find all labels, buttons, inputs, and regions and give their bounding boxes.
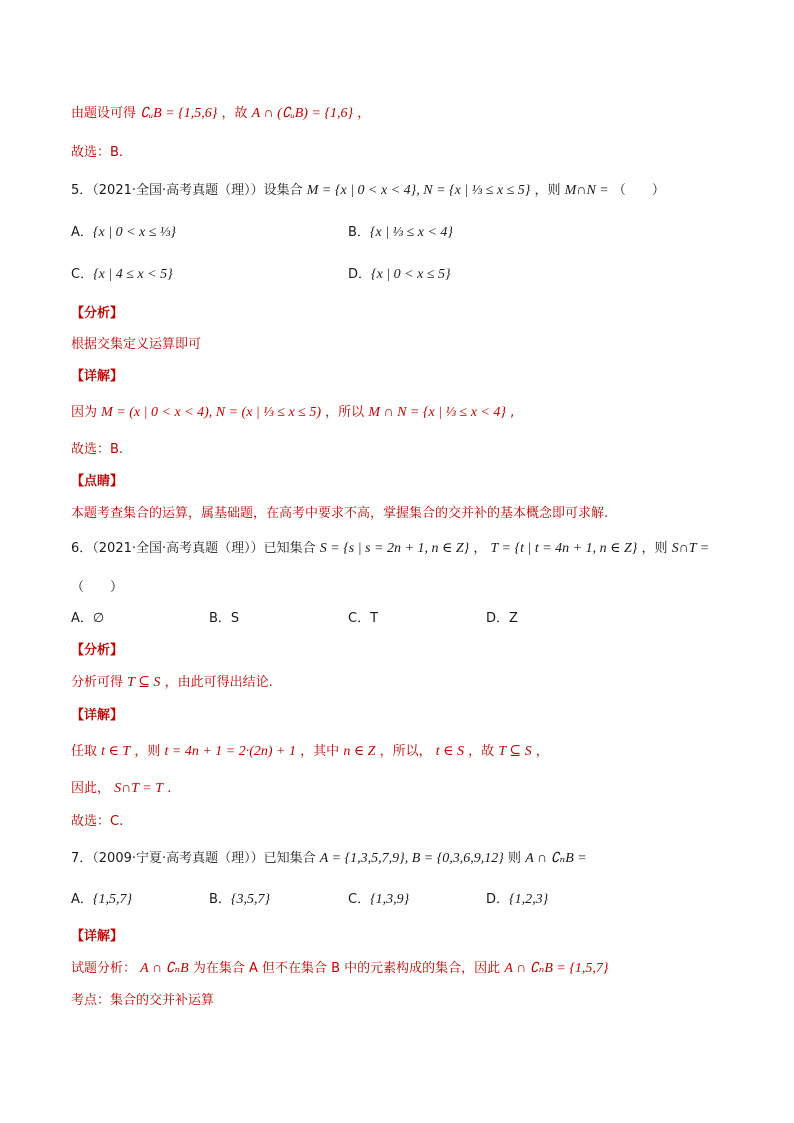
math-expr: M∩N = bbox=[564, 183, 609, 198]
math-expr: A ∩ (∁ᵤB) = {1,6} bbox=[251, 106, 354, 121]
detail-line bbox=[71, 779, 171, 799]
analysis-line bbox=[71, 673, 273, 693]
comment-tag: 【点睛】 bbox=[71, 474, 124, 489]
text: ，故 bbox=[468, 744, 495, 759]
math-expr: t = 4n + 1 = 2·(2n) + 1 bbox=[164, 744, 297, 759]
question-7 bbox=[71, 849, 587, 869]
math-expr: {x | 0 < x ≤ ⅓} bbox=[92, 225, 177, 240]
text: 因此， bbox=[71, 781, 111, 796]
text: 因为 bbox=[71, 405, 98, 420]
text: 则 bbox=[508, 851, 522, 866]
text: 试题分析： bbox=[71, 961, 137, 976]
text: , bbox=[510, 405, 515, 420]
option-label: D． bbox=[348, 267, 372, 282]
text: （ ） bbox=[612, 183, 665, 198]
math-expr: T ⊆ S bbox=[498, 744, 532, 759]
option-a bbox=[71, 890, 132, 910]
math-expr: A ∩ ∁ₙB = bbox=[525, 851, 587, 866]
math-expr: t ∈ S bbox=[435, 744, 465, 759]
text: ，故 bbox=[221, 106, 248, 121]
math-expr: M ∩ N = {x | ⅓ ≤ x < 4} bbox=[368, 405, 506, 420]
text: ，则 bbox=[534, 183, 561, 198]
text: ，所以 bbox=[325, 405, 365, 420]
math-expr: S∩T = bbox=[671, 541, 710, 556]
option-label: C． bbox=[71, 267, 94, 282]
math-expr: n ∈ Z bbox=[343, 744, 376, 759]
text: 分析可得 bbox=[71, 675, 124, 690]
option-d: D．Z bbox=[486, 611, 518, 626]
option-label: D． bbox=[486, 892, 510, 907]
text: 任取 bbox=[71, 744, 98, 759]
answer-line: 故选：B. bbox=[71, 442, 124, 457]
answer-line: 故选：B. bbox=[71, 145, 124, 160]
detail-line bbox=[71, 403, 514, 423]
text: 7．（2009·宁夏·高考真题（理））已知集合 bbox=[71, 851, 316, 866]
math-expr: {1,5,7} bbox=[92, 892, 133, 907]
math-expr: {x | 4 ≤ x < 5} bbox=[93, 267, 173, 282]
option-d bbox=[348, 265, 451, 285]
math-expr: S = {s | s = 2n + 1, n ∈ Z} bbox=[319, 541, 470, 556]
text: ，则 bbox=[134, 744, 161, 759]
math-expr: ∁ᵤB = {1,5,6} bbox=[140, 106, 218, 121]
option-label: B． bbox=[348, 225, 370, 240]
option-b bbox=[209, 890, 270, 910]
text: 由题设可得 bbox=[71, 106, 137, 121]
option-b bbox=[348, 223, 453, 243]
question-5 bbox=[71, 181, 665, 201]
text: ， bbox=[357, 106, 371, 121]
analysis-text: 根据交集定义运算即可 bbox=[71, 337, 202, 352]
option-c bbox=[348, 890, 409, 910]
option-c bbox=[71, 265, 173, 285]
text: ， bbox=[473, 541, 487, 556]
text: 为在集合 A 但不在集合 B 中的元素构成的集合，因此 bbox=[192, 961, 501, 976]
math-expr: {1,2,3} bbox=[509, 892, 549, 907]
math-expr: A = {1,3,5,7,9}, B = {0,3,6,9,12} bbox=[319, 851, 504, 866]
analysis-tag: 【分析】 bbox=[71, 643, 124, 658]
text: 5．（2021·全国·高考真题（理））设集合 bbox=[71, 183, 303, 198]
math-expr: {x | 0 < x ≤ 5} bbox=[371, 267, 451, 282]
text: ，由此可得出结论. bbox=[164, 675, 273, 690]
math-expr: A ∩ ∁ₙB = {1,5,7} bbox=[504, 961, 609, 976]
math-expr: M = (x | 0 < x < 4), N = (x | ⅓ ≤ x ≤ 5) bbox=[101, 405, 322, 420]
text: ，其中 bbox=[300, 744, 340, 759]
math-expr: {3,5,7} bbox=[230, 892, 271, 907]
question-6 bbox=[71, 539, 709, 559]
detail-tag: 【详解】 bbox=[71, 929, 124, 944]
option-label: C． bbox=[348, 892, 371, 907]
option-d bbox=[486, 890, 548, 910]
option-c: C．T bbox=[348, 611, 379, 626]
math-expr: {1,3,9} bbox=[370, 892, 410, 907]
math-expr: M = {x | 0 < x < 4}, N = {x | ⅓ ≤ x ≤ 5} bbox=[306, 183, 531, 198]
math-expr: T = {t | t = 4n + 1, n ∈ Z} bbox=[490, 541, 638, 556]
analysis-tag: 【分析】 bbox=[71, 306, 124, 321]
knowledge-point: 考点：集合的交并补运算 bbox=[71, 993, 215, 1008]
detail-tag: 【详解】 bbox=[71, 369, 124, 384]
option-label: B． bbox=[209, 892, 231, 907]
math-expr: {x | ⅓ ≤ x < 4} bbox=[369, 225, 454, 240]
detail-line bbox=[71, 742, 549, 762]
math-expr: t ∈ T bbox=[101, 744, 131, 759]
text: 6．（2021·全国·高考真题（理））已知集合 bbox=[71, 541, 316, 556]
detail-line bbox=[71, 959, 609, 979]
question-6-paren: （ ） bbox=[71, 580, 124, 595]
option-label: A． bbox=[71, 892, 93, 907]
option-a bbox=[71, 223, 176, 243]
option-label: A． bbox=[71, 225, 93, 240]
math-expr: T ⊆ S bbox=[127, 675, 161, 690]
math-expr: S∩T = T bbox=[114, 781, 164, 796]
text: ，所以， bbox=[379, 744, 432, 759]
text: . bbox=[167, 781, 172, 796]
comment-text: 本题考查集合的运算，属基础题，在高考中要求不高，掌握集合的交并补的基本概念即可求解. bbox=[71, 506, 609, 521]
text: ，则 bbox=[641, 541, 668, 556]
text: ， bbox=[535, 744, 549, 759]
math-expr: A ∩ ∁ₙB bbox=[140, 961, 189, 976]
detail-tag: 【详解】 bbox=[71, 708, 124, 723]
option-b: B．S bbox=[209, 611, 240, 626]
answer-line: 故选：C. bbox=[71, 814, 124, 829]
solution-line bbox=[71, 104, 370, 124]
option-a: A．∅ bbox=[71, 611, 105, 626]
